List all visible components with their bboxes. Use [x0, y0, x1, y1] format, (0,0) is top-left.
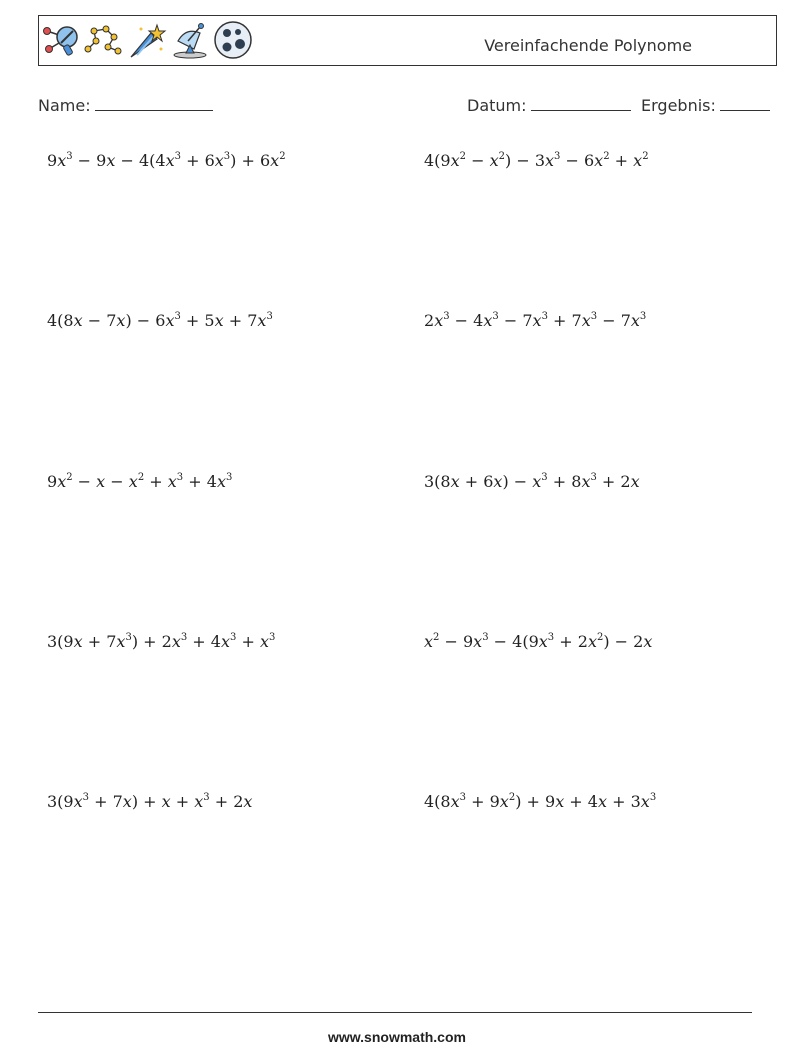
shooting-star-icon [127, 19, 167, 61]
date-blank[interactable] [531, 93, 631, 111]
problem-8: $x^2 - 9x^3 - 4(9x^3 + 2x^2) - 2x$ [424, 631, 653, 651]
date-label: Datum: [467, 96, 527, 115]
telescope-icon [170, 19, 210, 61]
problem-3: $4(8x - 7x) - 6x^3 + 5x + 7x^3$ [47, 310, 273, 330]
problem-2: $4(9x^2 - x^2) - 3x^3 - 6x^2 + x^2$ [424, 150, 649, 170]
header-icons [41, 19, 253, 61]
name-blank[interactable] [95, 93, 213, 111]
problem-6: $3(8x + 6x) - x^3 + 8x^3 + 2x$ [424, 471, 640, 491]
worksheet-title: Vereinfachende Polynome [484, 36, 692, 55]
footer-url: www.snowmath.com [328, 1029, 466, 1045]
problem-5: $9x^2 - x - x^2 + x^3 + 4x^3$ [47, 471, 233, 491]
worksheet-header [38, 15, 777, 66]
constellation-icon [84, 19, 124, 61]
date-field[interactable] [467, 93, 631, 115]
name-label: Name: [38, 96, 91, 115]
problem-4: $2x^3 - 4x^3 - 7x^3 + 7x^3 - 7x^3$ [424, 310, 647, 330]
score-field[interactable] [641, 93, 770, 115]
moon-icon [213, 19, 253, 61]
footer-divider [38, 1012, 752, 1013]
problem-9: $3(9x^3 + 7x) + x + x^3 + 2x$ [47, 791, 253, 811]
problem-7: $3(9x + 7x^3) + 2x^3 + 4x^3 + x^3$ [47, 631, 276, 651]
satellite-icon [41, 19, 81, 61]
problem-10: $4(8x^3 + 9x^2) + 9x + 4x + 3x^3$ [424, 791, 657, 811]
score-blank[interactable] [720, 93, 770, 111]
name-field[interactable] [38, 93, 213, 115]
problem-1: $9x^3 - 9x - 4(4x^3 + 6x^3) + 6x^2$ [47, 150, 286, 170]
score-label: Ergebnis: [641, 96, 716, 115]
